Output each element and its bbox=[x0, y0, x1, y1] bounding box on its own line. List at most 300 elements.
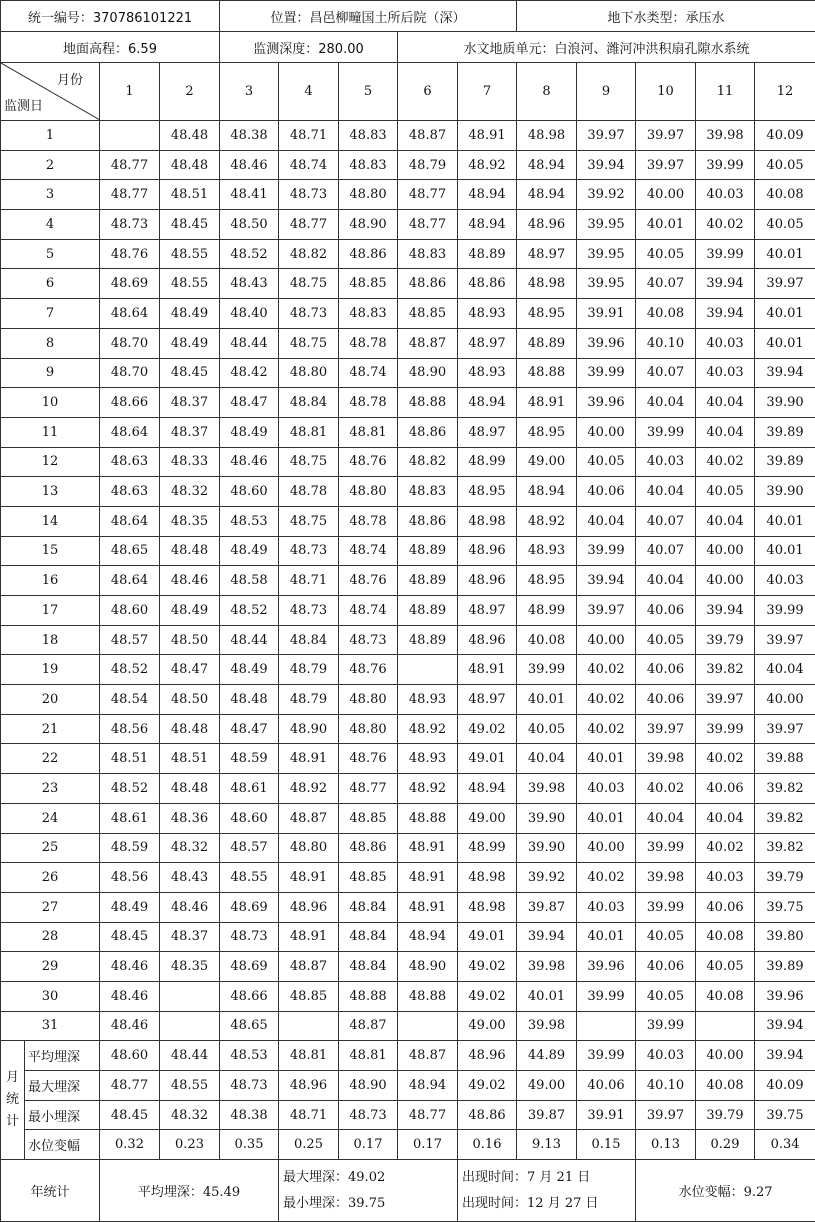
stat-cell: 48.45 bbox=[100, 1100, 160, 1130]
stat-cell: 48.77 bbox=[100, 1071, 160, 1101]
depth-cell: 48.82 bbox=[398, 447, 458, 477]
depth-cell: 48.65 bbox=[220, 1011, 279, 1041]
stat-cell: 48.87 bbox=[398, 1041, 458, 1071]
depth-cell: 39.97 bbox=[636, 150, 696, 180]
depth-cell: 48.97 bbox=[517, 239, 577, 269]
depth-cell: 48.64 bbox=[100, 299, 160, 329]
day-label: 5 bbox=[1, 239, 100, 269]
day-row bbox=[1, 744, 815, 774]
depth-cell: 48.73 bbox=[279, 180, 339, 210]
depth-cell: 39.82 bbox=[696, 655, 755, 685]
stat-cell: 48.44 bbox=[160, 1041, 220, 1071]
depth-cell: 40.06 bbox=[696, 774, 755, 804]
depth-cell: 39.96 bbox=[577, 388, 636, 418]
depth-cell: 48.64 bbox=[100, 566, 160, 596]
depth-cell: 48.47 bbox=[220, 714, 279, 744]
depth-cell: 48.64 bbox=[100, 506, 160, 536]
depth-cell: 39.87 bbox=[517, 892, 577, 922]
depth-cell: 48.85 bbox=[279, 981, 339, 1011]
day-row bbox=[1, 863, 815, 893]
month-header: 12 bbox=[755, 63, 815, 121]
depth-cell: 48.98 bbox=[458, 506, 517, 536]
day-row bbox=[1, 981, 815, 1011]
depth-cell: 48.44 bbox=[220, 328, 279, 358]
yearly-label: 年统计 bbox=[1, 1160, 100, 1222]
depth-cell: 48.91 bbox=[279, 744, 339, 774]
depth-cell: 39.98 bbox=[696, 121, 755, 151]
day-row bbox=[1, 210, 815, 240]
stat-cell: 0.15 bbox=[577, 1130, 636, 1160]
depth-cell: 40.01 bbox=[577, 744, 636, 774]
day-label: 11 bbox=[1, 417, 100, 447]
depth-cell: 48.80 bbox=[339, 477, 398, 507]
depth-cell: 48.38 bbox=[220, 121, 279, 151]
depth-cell: 49.02 bbox=[458, 981, 517, 1011]
depth-cell: 39.99 bbox=[696, 150, 755, 180]
depth-cell: 39.99 bbox=[577, 981, 636, 1011]
stat-cell: 48.71 bbox=[279, 1100, 339, 1130]
depth-cell: 48.98 bbox=[458, 892, 517, 922]
depth-cell: 48.49 bbox=[220, 536, 279, 566]
header-row-1 bbox=[1, 1, 815, 32]
depth-cell: 48.40 bbox=[220, 299, 279, 329]
day-label: 2 bbox=[1, 150, 100, 180]
stat-cell: 48.55 bbox=[160, 1071, 220, 1101]
stat-cell: 0.34 bbox=[755, 1130, 815, 1160]
depth-cell: 39.95 bbox=[577, 210, 636, 240]
depth-cell: 48.48 bbox=[220, 685, 279, 715]
stat-cell: 0.13 bbox=[636, 1130, 696, 1160]
depth-cell: 40.02 bbox=[577, 863, 636, 893]
depth-cell: 48.80 bbox=[339, 685, 398, 715]
depth-cell: 48.73 bbox=[279, 299, 339, 329]
depth-cell: 48.48 bbox=[160, 121, 220, 151]
depth-cell: 39.97 bbox=[636, 121, 696, 151]
yearly-min-depth: 最小埋深：39.75 bbox=[279, 1191, 457, 1217]
depth-cell: 40.04 bbox=[636, 477, 696, 507]
day-label: 17 bbox=[1, 596, 100, 626]
depth-cell: 48.65 bbox=[100, 536, 160, 566]
depth-cell: 48.32 bbox=[160, 477, 220, 507]
depth-cell: 48.46 bbox=[100, 981, 160, 1011]
depth-cell: 48.76 bbox=[339, 447, 398, 477]
depth-cell: 48.73 bbox=[339, 625, 398, 655]
depth-cell: 48.69 bbox=[220, 952, 279, 982]
day-label: 6 bbox=[1, 269, 100, 299]
depth-cell: 48.71 bbox=[279, 121, 339, 151]
depth-cell: 39.94 bbox=[517, 922, 577, 952]
depth-cell: 39.99 bbox=[696, 239, 755, 269]
header-row-2 bbox=[1, 32, 815, 63]
depth-cell: 48.55 bbox=[160, 239, 220, 269]
depth-cell: 48.37 bbox=[160, 922, 220, 952]
depth-cell: 48.94 bbox=[517, 150, 577, 180]
depth-cell: 48.59 bbox=[220, 744, 279, 774]
day-axis-label: 监测日 bbox=[4, 95, 43, 114]
depth-cell: 48.48 bbox=[160, 150, 220, 180]
depth-cell: 48.78 bbox=[339, 328, 398, 358]
depth-cell: 48.45 bbox=[100, 922, 160, 952]
depth-cell: 40.02 bbox=[696, 210, 755, 240]
depth-cell: 48.91 bbox=[458, 655, 517, 685]
depth-cell: 40.03 bbox=[696, 863, 755, 893]
depth-cell: 48.99 bbox=[517, 596, 577, 626]
month-header: 8 bbox=[517, 63, 577, 121]
depth-cell: 48.77 bbox=[100, 150, 160, 180]
depth-cell: 48.77 bbox=[339, 774, 398, 804]
depth-cell: 39.99 bbox=[696, 714, 755, 744]
stat-cell: 39.75 bbox=[755, 1100, 815, 1130]
depth-cell: 48.88 bbox=[517, 358, 577, 388]
location: 位置：昌邑柳疃国土所后院（深） bbox=[220, 1, 517, 32]
day-row bbox=[1, 150, 815, 180]
depth-cell: 48.84 bbox=[279, 625, 339, 655]
depth-cell: 40.03 bbox=[577, 774, 636, 804]
depth-cell: 39.95 bbox=[577, 239, 636, 269]
depth-cell: 40.08 bbox=[755, 180, 815, 210]
depth-cell: 39.97 bbox=[696, 685, 755, 715]
depth-cell: 48.90 bbox=[398, 952, 458, 982]
depth-cell: 48.87 bbox=[279, 952, 339, 982]
depth-cell: 40.05 bbox=[636, 625, 696, 655]
depth-cell: 49.02 bbox=[458, 714, 517, 744]
depth-cell: 40.01 bbox=[755, 239, 815, 269]
depth-cell: 48.49 bbox=[160, 299, 220, 329]
depth-cell: 48.75 bbox=[279, 328, 339, 358]
day-row bbox=[1, 714, 815, 744]
stat-cell: 40.08 bbox=[696, 1071, 755, 1101]
depth-cell: 39.99 bbox=[636, 833, 696, 863]
depth-cell: 48.94 bbox=[517, 180, 577, 210]
depth-cell: 40.02 bbox=[577, 685, 636, 715]
depth-cell: 48.97 bbox=[458, 328, 517, 358]
depth-cell: 40.05 bbox=[696, 477, 755, 507]
depth-cell: 39.79 bbox=[755, 863, 815, 893]
depth-cell bbox=[398, 1011, 458, 1041]
depth-cell: 48.42 bbox=[220, 358, 279, 388]
depth-cell: 48.77 bbox=[279, 210, 339, 240]
day-label: 22 bbox=[1, 744, 100, 774]
depth-cell: 40.03 bbox=[696, 180, 755, 210]
stat-cell: 49.00 bbox=[517, 1071, 577, 1101]
depth-cell: 48.52 bbox=[220, 596, 279, 626]
depth-cell: 48.83 bbox=[339, 150, 398, 180]
stat-cell: 0.32 bbox=[100, 1130, 160, 1160]
depth-cell: 48.78 bbox=[339, 388, 398, 418]
depth-cell: 48.80 bbox=[279, 358, 339, 388]
depth-cell: 39.98 bbox=[517, 952, 577, 982]
depth-cell: 39.99 bbox=[636, 1011, 696, 1041]
day-label: 18 bbox=[1, 625, 100, 655]
depth-cell: 40.03 bbox=[696, 328, 755, 358]
stat-cell: 48.77 bbox=[398, 1100, 458, 1130]
depth-cell bbox=[577, 1011, 636, 1041]
yearly-occurrence-times bbox=[458, 1160, 636, 1222]
depth-cell: 48.89 bbox=[458, 239, 517, 269]
depth-cell: 40.01 bbox=[577, 803, 636, 833]
stat-cell: 39.94 bbox=[755, 1041, 815, 1071]
depth-cell: 39.89 bbox=[755, 417, 815, 447]
depth-cell: 48.73 bbox=[220, 922, 279, 952]
depth-cell: 40.00 bbox=[696, 536, 755, 566]
stat-cell: 48.38 bbox=[220, 1100, 279, 1130]
month-header: 3 bbox=[220, 63, 279, 121]
monthly-stats-char: 月 bbox=[1, 1067, 24, 1089]
corner-header bbox=[1, 63, 100, 121]
stat-cell: 48.73 bbox=[339, 1100, 398, 1130]
day-label: 29 bbox=[1, 952, 100, 982]
day-label: 26 bbox=[1, 863, 100, 893]
depth-cell: 40.06 bbox=[696, 892, 755, 922]
stat-cell: 0.17 bbox=[398, 1130, 458, 1160]
depth-cell: 40.00 bbox=[755, 685, 815, 715]
depth-cell: 40.05 bbox=[636, 239, 696, 269]
depth-cell: 39.80 bbox=[755, 922, 815, 952]
depth-cell: 48.69 bbox=[220, 892, 279, 922]
day-label: 1 bbox=[1, 121, 100, 151]
depth-cell: 48.91 bbox=[398, 833, 458, 863]
depth-cell: 40.07 bbox=[636, 506, 696, 536]
depth-cell: 48.45 bbox=[160, 210, 220, 240]
depth-cell: 48.36 bbox=[160, 803, 220, 833]
depth-cell: 40.01 bbox=[755, 328, 815, 358]
depth-cell: 48.55 bbox=[160, 269, 220, 299]
depth-cell: 48.46 bbox=[160, 566, 220, 596]
stat-cell: 48.81 bbox=[279, 1041, 339, 1071]
day-label: 21 bbox=[1, 714, 100, 744]
depth-cell: 48.91 bbox=[458, 121, 517, 151]
depth-cell: 48.91 bbox=[398, 892, 458, 922]
depth-cell: 48.83 bbox=[398, 239, 458, 269]
depth-cell: 48.60 bbox=[100, 596, 160, 626]
stat-cell: 0.16 bbox=[458, 1130, 517, 1160]
depth-cell: 48.46 bbox=[100, 1011, 160, 1041]
depth-cell: 48.63 bbox=[100, 447, 160, 477]
depth-cell: 48.94 bbox=[398, 922, 458, 952]
depth-cell: 48.77 bbox=[398, 180, 458, 210]
depth-cell: 48.95 bbox=[458, 477, 517, 507]
depth-cell: 40.08 bbox=[696, 922, 755, 952]
depth-cell: 48.84 bbox=[339, 892, 398, 922]
depth-cell: 48.75 bbox=[279, 506, 339, 536]
stat-cell: 49.02 bbox=[458, 1071, 517, 1101]
month-header: 7 bbox=[458, 63, 517, 121]
depth-cell: 48.84 bbox=[339, 952, 398, 982]
depth-cell: 39.94 bbox=[755, 358, 815, 388]
depth-cell: 48.96 bbox=[458, 536, 517, 566]
depth-cell: 48.74 bbox=[339, 358, 398, 388]
depth-cell: 39.99 bbox=[577, 358, 636, 388]
depth-cell: 48.86 bbox=[458, 269, 517, 299]
day-row bbox=[1, 180, 815, 210]
depth-cell: 48.80 bbox=[339, 180, 398, 210]
stat-cell: 44.89 bbox=[517, 1041, 577, 1071]
depth-cell: 48.76 bbox=[339, 744, 398, 774]
depth-cell: 40.02 bbox=[636, 774, 696, 804]
day-label: 8 bbox=[1, 328, 100, 358]
depth-cell: 39.98 bbox=[636, 744, 696, 774]
depth-cell: 48.75 bbox=[279, 269, 339, 299]
depth-cell: 39.95 bbox=[577, 269, 636, 299]
depth-cell: 48.89 bbox=[398, 596, 458, 626]
depth-cell: 39.97 bbox=[755, 269, 815, 299]
depth-cell: 48.52 bbox=[100, 655, 160, 685]
depth-cell: 48.49 bbox=[220, 655, 279, 685]
day-label: 25 bbox=[1, 833, 100, 863]
day-row bbox=[1, 774, 815, 804]
depth-cell: 48.97 bbox=[458, 685, 517, 715]
month-axis-label: 月份 bbox=[57, 69, 83, 88]
depth-cell: 48.33 bbox=[160, 447, 220, 477]
depth-cell: 40.01 bbox=[755, 506, 815, 536]
depth-cell: 48.37 bbox=[160, 388, 220, 418]
depth-cell: 48.59 bbox=[100, 833, 160, 863]
depth-cell: 48.57 bbox=[100, 625, 160, 655]
depth-cell: 48.43 bbox=[160, 863, 220, 893]
depth-cell: 39.94 bbox=[696, 269, 755, 299]
depth-cell: 40.01 bbox=[636, 210, 696, 240]
depth-cell: 48.46 bbox=[220, 150, 279, 180]
depth-cell: 48.90 bbox=[279, 714, 339, 744]
depth-cell: 48.93 bbox=[458, 358, 517, 388]
depth-cell: 48.81 bbox=[279, 417, 339, 447]
monthly-stat-row bbox=[1, 1100, 815, 1130]
depth-cell: 39.82 bbox=[755, 803, 815, 833]
stat-label: 最小埋深 bbox=[25, 1100, 100, 1130]
depth-cell: 48.74 bbox=[339, 596, 398, 626]
depth-cell: 40.07 bbox=[636, 269, 696, 299]
depth-cell: 48.73 bbox=[279, 536, 339, 566]
depth-cell: 39.94 bbox=[696, 299, 755, 329]
depth-cell: 39.92 bbox=[577, 180, 636, 210]
depth-cell: 40.01 bbox=[517, 981, 577, 1011]
depth-cell: 48.92 bbox=[458, 150, 517, 180]
day-row bbox=[1, 892, 815, 922]
stat-cell: 48.53 bbox=[220, 1041, 279, 1071]
day-label: 31 bbox=[1, 1011, 100, 1041]
depth-cell: 48.86 bbox=[398, 269, 458, 299]
depth-cell: 48.56 bbox=[100, 714, 160, 744]
depth-cell: 48.86 bbox=[339, 833, 398, 863]
depth-cell: 48.89 bbox=[398, 536, 458, 566]
depth-cell: 48.52 bbox=[100, 774, 160, 804]
depth-cell: 48.94 bbox=[458, 180, 517, 210]
day-row bbox=[1, 952, 815, 982]
day-label: 27 bbox=[1, 892, 100, 922]
day-label: 20 bbox=[1, 685, 100, 715]
depth-cell: 48.98 bbox=[458, 863, 517, 893]
month-header: 11 bbox=[696, 63, 755, 121]
depth-cell: 39.94 bbox=[577, 566, 636, 596]
stat-cell: 39.97 bbox=[636, 1100, 696, 1130]
depth-cell: 39.92 bbox=[517, 863, 577, 893]
depth-cell: 48.97 bbox=[458, 596, 517, 626]
depth-cell: 48.78 bbox=[339, 506, 398, 536]
depth-cell: 48.48 bbox=[160, 774, 220, 804]
yearly-max-min-depth bbox=[279, 1160, 458, 1222]
depth-cell: 48.57 bbox=[220, 833, 279, 863]
depth-cell: 48.84 bbox=[339, 922, 398, 952]
depth-cell: 40.02 bbox=[577, 655, 636, 685]
stat-cell: 48.86 bbox=[458, 1100, 517, 1130]
depth-cell: 48.49 bbox=[100, 892, 160, 922]
depth-cell: 39.97 bbox=[636, 714, 696, 744]
depth-cell: 48.50 bbox=[160, 625, 220, 655]
day-label: 10 bbox=[1, 388, 100, 418]
month-header: 5 bbox=[339, 63, 398, 121]
depth-cell: 48.94 bbox=[458, 210, 517, 240]
depth-cell: 48.91 bbox=[398, 863, 458, 893]
day-row bbox=[1, 328, 815, 358]
day-row bbox=[1, 506, 815, 536]
depth-cell: 48.71 bbox=[279, 566, 339, 596]
depth-cell: 39.88 bbox=[755, 744, 815, 774]
depth-cell: 39.90 bbox=[755, 388, 815, 418]
depth-cell: 48.66 bbox=[220, 981, 279, 1011]
depth-cell: 48.66 bbox=[100, 388, 160, 418]
depth-cell: 40.02 bbox=[696, 447, 755, 477]
day-row bbox=[1, 685, 815, 715]
day-row bbox=[1, 803, 815, 833]
depth-cell: 48.88 bbox=[398, 388, 458, 418]
depth-cell: 48.89 bbox=[517, 328, 577, 358]
depth-cell: 39.79 bbox=[696, 625, 755, 655]
depth-cell: 48.85 bbox=[398, 299, 458, 329]
depth-cell: 48.88 bbox=[339, 981, 398, 1011]
depth-cell: 48.93 bbox=[398, 685, 458, 715]
depth-cell: 48.93 bbox=[458, 299, 517, 329]
depth-cell: 49.00 bbox=[517, 447, 577, 477]
depth-cell: 40.04 bbox=[636, 566, 696, 596]
depth-cell: 39.90 bbox=[517, 833, 577, 863]
day-label: 16 bbox=[1, 566, 100, 596]
depth-cell: 48.85 bbox=[339, 863, 398, 893]
day-row bbox=[1, 299, 815, 329]
depth-cell: 48.92 bbox=[279, 774, 339, 804]
depth-cell: 48.95 bbox=[517, 566, 577, 596]
depth-cell: 39.96 bbox=[755, 981, 815, 1011]
depth-cell: 48.58 bbox=[220, 566, 279, 596]
yearly-max-depth: 最大埋深：49.02 bbox=[279, 1165, 457, 1191]
depth-cell: 39.82 bbox=[755, 774, 815, 804]
depth-cell: 48.50 bbox=[160, 685, 220, 715]
depth-cell: 48.96 bbox=[517, 210, 577, 240]
depth-cell: 40.06 bbox=[636, 596, 696, 626]
depth-cell: 48.46 bbox=[220, 447, 279, 477]
depth-cell: 48.90 bbox=[398, 358, 458, 388]
depth-cell: 48.96 bbox=[458, 625, 517, 655]
depth-cell: 48.99 bbox=[458, 833, 517, 863]
depth-cell: 48.56 bbox=[100, 863, 160, 893]
depth-cell: 48.83 bbox=[339, 299, 398, 329]
depth-cell: 40.05 bbox=[755, 150, 815, 180]
depth-cell: 48.50 bbox=[220, 210, 279, 240]
hydrogeologic-unit: 水文地质单元：白浪河、潍河冲洪积扇孔隙水系统 bbox=[398, 32, 815, 63]
depth-cell: 48.77 bbox=[100, 180, 160, 210]
min-occurrence-time: 出现时间：12 月 27 日 bbox=[458, 1191, 635, 1217]
depth-cell: 39.82 bbox=[755, 833, 815, 863]
depth-cell: 48.46 bbox=[160, 892, 220, 922]
depth-cell: 40.00 bbox=[577, 833, 636, 863]
depth-cell: 48.79 bbox=[279, 685, 339, 715]
stat-cell: 48.90 bbox=[339, 1071, 398, 1101]
depth-cell: 48.88 bbox=[398, 981, 458, 1011]
depth-cell: 40.05 bbox=[636, 922, 696, 952]
stat-cell: 40.00 bbox=[696, 1041, 755, 1071]
day-row bbox=[1, 596, 815, 626]
stat-cell: 39.79 bbox=[696, 1100, 755, 1130]
day-row bbox=[1, 358, 815, 388]
